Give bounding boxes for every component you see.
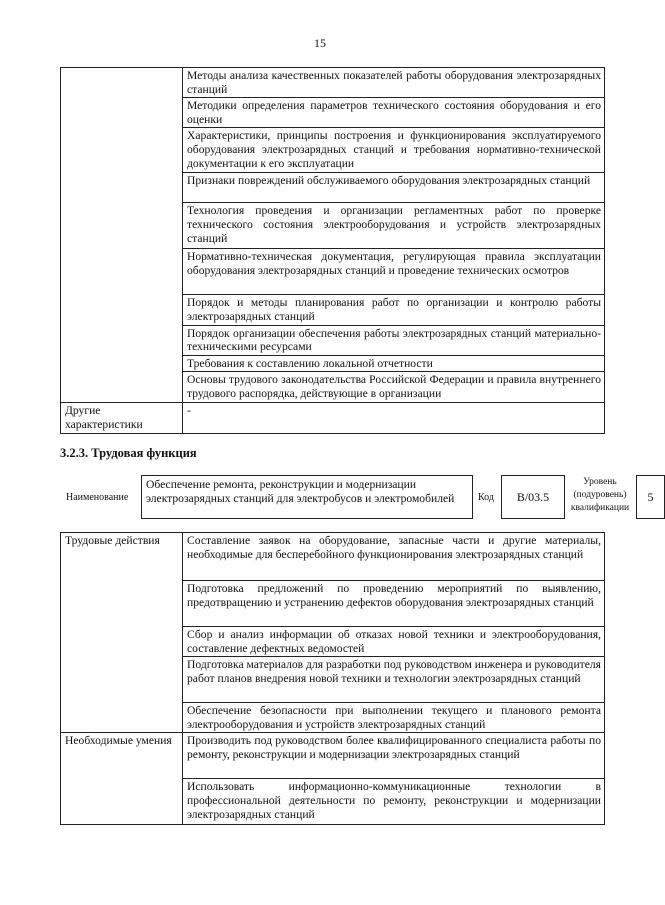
required-skills-label: Необходимые умения [61,733,183,825]
table-row [61,403,605,433]
function-code-box: B/03.5 [501,475,565,519]
table-cell: Порядок организации обеспечения работы электрозарядных станций материально-техническими ресурсами [183,325,605,355]
table-cell: Производить под руководством более квалифицированного специалиста работы по ремонту, реконструкции и модернизации электрозарядных станций [183,733,605,779]
labor-actions-label: Трудовые действия [61,533,183,733]
code-label: Код [478,492,494,503]
table-cell: Использовать информационно-коммуникационные технологии в профессиональной деятельности по ремонту, реконструкции и модернизации электрозарядных станций [183,779,605,825]
table-row [61,733,605,779]
function-header [60,475,654,519]
table-cell: Сбор и анализ информации об отказах новой техники и электрооборудования, составление дефектных ведомостей [183,627,605,657]
section-title: 3.2.3. Трудовая функция [60,446,197,460]
name-label: Наименование [66,492,129,503]
table-cell: Обеспечение безопасности при выполнении текущего и планового ремонта электрооборудования и устройств электрозарядных станций [183,703,605,733]
table-cell: Порядок и методы планирования работ по организации и контролю работы электрозарядных станций [183,295,605,325]
level-label: Уровень (подуровень) квалификации [570,477,630,513]
other-characteristics-label: Другие характеристики [61,403,183,433]
table-cell: Подготовка предложений по проведению мероприятий по выявлению, предотвращению и устранению дефектов оборудования электрозарядных станций [183,581,605,627]
table-cell: Составление заявок на оборудование, запасные части и другие материалы, необходимые для бесперебойного функционирования электрозарядных станций [183,533,605,581]
table-cell: Нормативно-техническая документация, регулирующая правила эксплуатации оборудования электрозарядных станций и проведение технических осмотров [183,249,605,295]
empty-label-cell [61,68,183,403]
table-cell: Требования к составлению локальной отчетности [183,355,605,372]
page-number: 15 [314,36,326,50]
table-cell: Основы трудового законодательства Российской Федерации и правила внутреннего трудового распорядка, действующие в организации [183,372,605,403]
table-cell: Характеристики, принципы построения и функционирования эксплуатируемого оборудования электрозарядных станций и требования нормативно-технической документации к его эксплуатации [183,128,605,173]
table-cell: Технология проведения и организации регламентных работ по проверке технического состояния электрооборудования и устройств электрозарядных станций [183,203,605,249]
labor-function-table [60,532,605,825]
table-row [61,533,605,581]
function-name-box: Обеспечение ремонта, реконструкции и модернизации электрозарядных станций для электробусов и электромобилей [141,475,473,519]
table-cell: Признаки повреждений обслуживаемого оборудования электрозарядных станций [183,173,605,203]
knowledge-table [60,67,605,434]
table-cell: Методы анализа качественных показателей работы оборудования электрозарядных станций [183,68,605,98]
other-characteristics-value: - [183,403,605,433]
level-value-box: 5 [636,475,665,519]
table-cell: Подготовка материалов для разработки под руководством инженера и руководителя работ планов внедрения новой техники и технологии электрозарядных станций [183,657,605,703]
table-row [61,68,605,98]
table-cell: Методики определения параметров технического состояния оборудования и его оценки [183,98,605,128]
